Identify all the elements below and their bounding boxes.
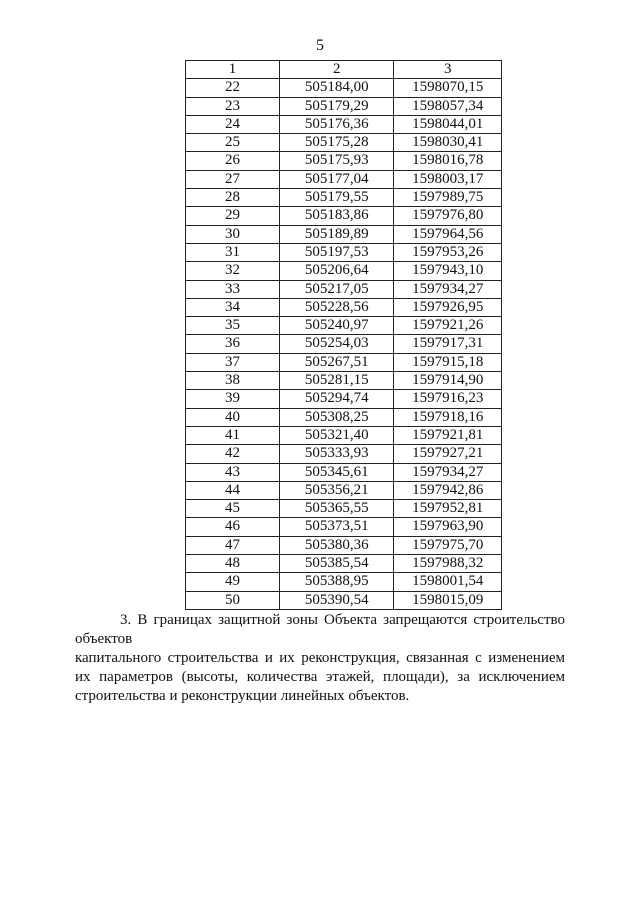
table-cell-col-3: 1598003,17 <box>394 170 502 188</box>
table-row <box>186 463 502 481</box>
table-cell-col-1: 42 <box>186 445 280 463</box>
table-row <box>186 189 502 207</box>
table-cell-col-3: 1598057,34 <box>394 97 502 115</box>
table-cell-col-3: 1598015,09 <box>394 591 502 609</box>
table-cell-col-2: 505228,56 <box>280 298 394 316</box>
table-cell-col-1: 37 <box>186 353 280 371</box>
table-cell-col-1: 40 <box>186 408 280 426</box>
table-row <box>186 518 502 536</box>
table-cell-col-3: 1597952,81 <box>394 500 502 518</box>
table-row <box>186 573 502 591</box>
table-row <box>186 353 502 371</box>
table-cell-col-3: 1597988,32 <box>394 555 502 573</box>
table-cell-col-2: 505179,29 <box>280 97 394 115</box>
table-cell-col-2: 505380,36 <box>280 536 394 554</box>
table-body <box>186 79 502 610</box>
paragraph-line: строительства и реконструкции линейных объектов. <box>75 688 410 704</box>
table-row <box>186 372 502 390</box>
table-cell-col-1: 24 <box>186 115 280 133</box>
table-cell-col-2: 505294,74 <box>280 390 394 408</box>
table-cell-col-2: 505240,97 <box>280 317 394 335</box>
table-cell-col-2: 505356,21 <box>280 481 394 499</box>
table-cell-col-2: 505267,51 <box>280 353 394 371</box>
column-header-3: 3 <box>394 61 502 79</box>
table-cell-col-3: 1597918,16 <box>394 408 502 426</box>
table-cell-col-1: 33 <box>186 280 280 298</box>
paragraph-line: их параметров (высоты, количества этажей, площади), за исключением <box>75 669 565 685</box>
table-cell-col-2: 505308,25 <box>280 408 394 426</box>
table-cell-col-3: 1598016,78 <box>394 152 502 170</box>
table-row <box>186 298 502 316</box>
table-row <box>186 591 502 609</box>
table-cell-col-3: 1597934,27 <box>394 280 502 298</box>
table-cell-col-3: 1597921,81 <box>394 426 502 444</box>
table-cell-col-3: 1597934,27 <box>394 463 502 481</box>
table-cell-col-2: 505333,93 <box>280 445 394 463</box>
table-row <box>186 225 502 243</box>
table-cell-col-3: 1597921,26 <box>394 317 502 335</box>
table-cell-col-2: 505388,95 <box>280 573 394 591</box>
table-cell-col-1: 26 <box>186 152 280 170</box>
table-row <box>186 408 502 426</box>
table-cell-col-3: 1597915,18 <box>394 353 502 371</box>
table-cell-col-2: 505206,64 <box>280 262 394 280</box>
table-cell-col-2: 505254,03 <box>280 335 394 353</box>
table-row <box>186 481 502 499</box>
table-cell-col-1: 36 <box>186 335 280 353</box>
table-row <box>186 207 502 225</box>
table-cell-col-2: 505176,36 <box>280 115 394 133</box>
column-header-1: 1 <box>186 61 280 79</box>
table-cell-col-2: 505281,15 <box>280 372 394 390</box>
table-cell-col-1: 28 <box>186 189 280 207</box>
table-cell-col-2: 505184,00 <box>280 79 394 97</box>
table-cell-col-3: 1597976,80 <box>394 207 502 225</box>
table-cell-col-3: 1597942,86 <box>394 481 502 499</box>
table-row <box>186 170 502 188</box>
table-cell-col-1: 35 <box>186 317 280 335</box>
table-cell-col-1: 27 <box>186 170 280 188</box>
table-row <box>186 115 502 133</box>
table-cell-col-2: 505321,40 <box>280 426 394 444</box>
table-cell-col-2: 505189,89 <box>280 225 394 243</box>
table-cell-col-3: 1597975,70 <box>394 536 502 554</box>
table-cell-col-1: 48 <box>186 555 280 573</box>
table-row <box>186 97 502 115</box>
table-cell-col-3: 1597916,23 <box>394 390 502 408</box>
table-cell-col-3: 1597927,21 <box>394 445 502 463</box>
table-cell-col-1: 25 <box>186 134 280 152</box>
table-cell-col-3: 1597926,95 <box>394 298 502 316</box>
table-cell-col-1: 43 <box>186 463 280 481</box>
page-number: 5 <box>316 37 324 54</box>
table-cell-col-2: 505177,04 <box>280 170 394 188</box>
table-cell-col-1: 45 <box>186 500 280 518</box>
table-cell-col-3: 1598044,01 <box>394 115 502 133</box>
table-row <box>186 536 502 554</box>
paragraph-line: 3. В границах защитной зоны Объекта запрещаются строительство объектов <box>75 612 565 647</box>
table-cell-col-1: 31 <box>186 243 280 261</box>
table-cell-col-3: 1597953,26 <box>394 243 502 261</box>
table-cell-col-3: 1598001,54 <box>394 573 502 591</box>
table-cell-col-1: 29 <box>186 207 280 225</box>
table-cell-col-1: 30 <box>186 225 280 243</box>
table-cell-col-1: 39 <box>186 390 280 408</box>
table-cell-col-3: 1597917,31 <box>394 335 502 353</box>
table-cell-col-3: 1597963,90 <box>394 518 502 536</box>
table-row <box>186 445 502 463</box>
table-cell-col-3: 1597943,10 <box>394 262 502 280</box>
table-cell-col-3: 1597989,75 <box>394 189 502 207</box>
table-cell-col-1: 38 <box>186 372 280 390</box>
table-row <box>186 262 502 280</box>
table-cell-col-2: 505179,55 <box>280 189 394 207</box>
table-cell-col-1: 41 <box>186 426 280 444</box>
table-row <box>186 152 502 170</box>
table-cell-col-2: 505373,51 <box>280 518 394 536</box>
table-cell-col-2: 505345,61 <box>280 463 394 481</box>
table-header-row <box>186 61 502 79</box>
table-row <box>186 243 502 261</box>
paragraph-3 <box>75 611 565 706</box>
table-cell-col-1: 50 <box>186 591 280 609</box>
table-row <box>186 500 502 518</box>
table-row <box>186 426 502 444</box>
table-cell-col-2: 505385,54 <box>280 555 394 573</box>
table-row <box>186 335 502 353</box>
table-cell-col-2: 505390,54 <box>280 591 394 609</box>
table-row <box>186 134 502 152</box>
table-cell-col-2: 505217,05 <box>280 280 394 298</box>
table-cell-col-2: 505365,55 <box>280 500 394 518</box>
table-row <box>186 317 502 335</box>
table-cell-col-1: 22 <box>186 79 280 97</box>
table-cell-col-2: 505183,86 <box>280 207 394 225</box>
table-cell-col-1: 44 <box>186 481 280 499</box>
table-cell-col-2: 505197,53 <box>280 243 394 261</box>
table-row <box>186 555 502 573</box>
column-header-2: 2 <box>280 61 394 79</box>
table-row <box>186 390 502 408</box>
table-cell-col-3: 1597914,90 <box>394 372 502 390</box>
table-cell-col-1: 47 <box>186 536 280 554</box>
table-cell-col-1: 34 <box>186 298 280 316</box>
paragraph-line: капитального строительства и их реконструкция, связанная с изменением <box>75 650 565 666</box>
table-row <box>186 280 502 298</box>
table-cell-col-3: 1598070,15 <box>394 79 502 97</box>
table-cell-col-2: 505175,28 <box>280 134 394 152</box>
table-cell-col-2: 505175,93 <box>280 152 394 170</box>
coordinates-table <box>185 60 502 610</box>
table-cell-col-3: 1597964,56 <box>394 225 502 243</box>
table-cell-col-1: 23 <box>186 97 280 115</box>
table-cell-col-1: 46 <box>186 518 280 536</box>
table-cell-col-1: 32 <box>186 262 280 280</box>
table-cell-col-1: 49 <box>186 573 280 591</box>
table-cell-col-3: 1598030,41 <box>394 134 502 152</box>
table-row <box>186 79 502 97</box>
